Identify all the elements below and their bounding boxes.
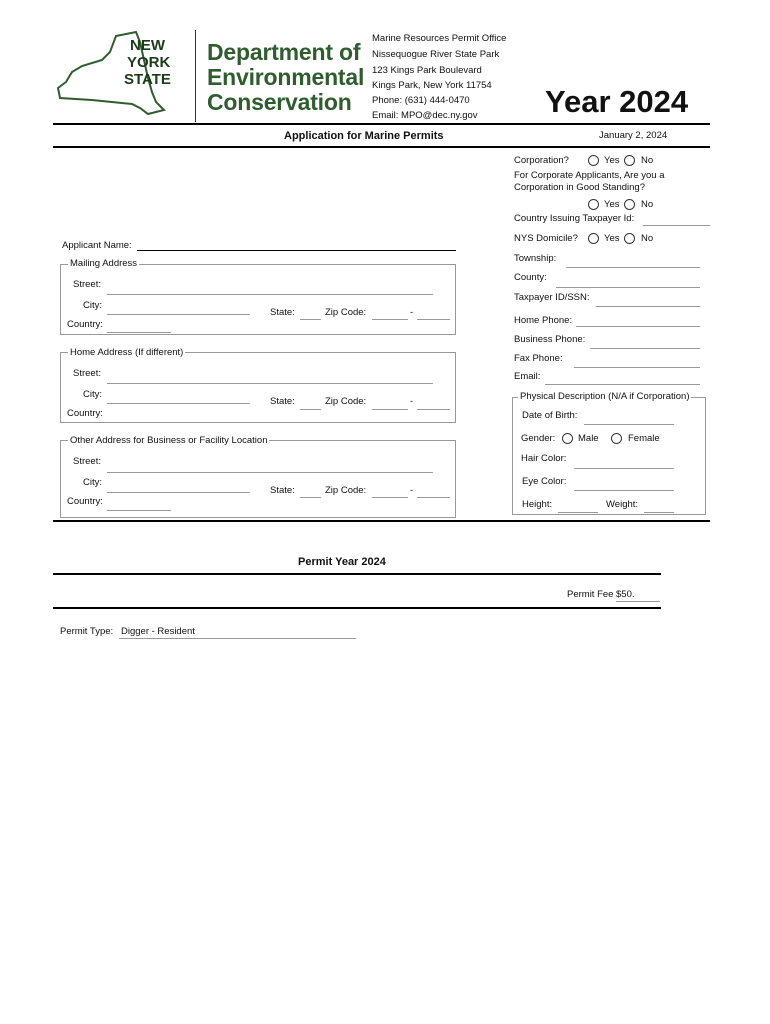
office-line: 123 Kings Park Boulevard (372, 65, 482, 76)
yes-label: Yes (604, 199, 620, 210)
state-label: State: (270, 485, 295, 496)
header-rule (53, 123, 710, 125)
home-zip-input[interactable] (372, 397, 408, 410)
office-email: Email: MPO@dec.ny.gov (372, 110, 478, 121)
other-zip4-input[interactable] (417, 485, 450, 498)
permit-type-label: Permit Type: (60, 626, 114, 637)
eye-color-label: Eye Color: (522, 476, 567, 487)
zip-dash: - (410, 396, 414, 407)
permit-rule-bottom (53, 607, 661, 609)
business-phone-input[interactable] (590, 336, 700, 349)
township-label: Township: (514, 253, 557, 264)
home-street-input[interactable] (107, 371, 433, 384)
taxpayer-ssn-label: Taxpayer ID/SSN: (514, 292, 590, 303)
county-input[interactable] (556, 275, 700, 288)
eye-color-input[interactable] (574, 478, 674, 491)
street-label: Street: (73, 368, 101, 379)
home-phone-label: Home Phone: (514, 315, 573, 326)
fax-phone-input[interactable] (574, 355, 700, 368)
taxpayer-ssn-input[interactable] (596, 294, 700, 307)
corporation-yes-radio[interactable] (588, 155, 599, 166)
year-title: Year 2024 (545, 84, 689, 119)
other-state-input[interactable] (300, 485, 321, 498)
permit-fee-underline (616, 601, 660, 602)
home-country-input[interactable] (107, 410, 171, 423)
email-label: Email: (514, 371, 541, 382)
other-zip-input[interactable] (372, 485, 408, 498)
ny-line-1: NEW (130, 37, 165, 54)
office-line: Nissequogue River State Park (372, 49, 500, 60)
good-standing-yes-radio[interactable] (588, 199, 599, 210)
zip-label: Zip Code: (325, 396, 367, 407)
other-address-legend: Other Address for Business or Facility Location (70, 435, 268, 446)
mailing-address-legend: Mailing Address (70, 258, 138, 269)
permit-fee-label: Permit Fee (567, 589, 614, 600)
applicant-name-input[interactable] (137, 238, 456, 251)
no-label: No (641, 199, 654, 210)
good-standing-label-2: Corporation in Good Standing? (514, 182, 645, 193)
street-label: Street: (73, 456, 101, 467)
county-label: County: (514, 272, 547, 283)
state-label: State: (270, 307, 295, 318)
other-street-input[interactable] (107, 460, 433, 473)
dob-input[interactable] (584, 412, 674, 425)
township-input[interactable] (566, 255, 700, 268)
home-zip4-input[interactable] (417, 397, 450, 410)
corporation-label: Corporation? (514, 155, 569, 166)
permit-type-underline (119, 638, 356, 639)
title-rule (53, 146, 710, 148)
gender-label: Gender: (521, 433, 556, 444)
dob-label: Date of Birth: (522, 410, 578, 421)
dept-line-2: Environmental (207, 64, 365, 90)
office-line: Marine Resources Permit Office (372, 33, 507, 44)
weight-label: Weight: (606, 499, 639, 510)
height-input[interactable] (558, 500, 598, 513)
mailing-street-input[interactable] (107, 282, 433, 295)
city-label: City: (83, 300, 102, 311)
gender-male-radio[interactable] (562, 433, 573, 444)
mailing-country-input[interactable] (107, 320, 171, 333)
home-address-legend: Home Address (If different) (70, 347, 184, 358)
office-line: Phone: (631) 444-0470 (372, 95, 470, 106)
taxpayer-country-input[interactable] (643, 213, 710, 226)
mailing-state-input[interactable] (300, 307, 321, 320)
male-label: Male (578, 433, 599, 444)
other-city-input[interactable] (107, 480, 250, 493)
dept-line-1: Department of (207, 39, 361, 65)
street-label: Street: (73, 279, 101, 290)
physical-description-legend: Physical Description (N/A if Corporation) (520, 391, 690, 402)
ny-line-3: STATE (124, 71, 171, 88)
nys-domicile-label: NYS Domicile? (514, 233, 578, 244)
home-phone-input[interactable] (576, 314, 700, 327)
mailing-zip4-input[interactable] (417, 307, 450, 320)
zip-label: Zip Code: (325, 307, 367, 318)
form-title: Application for Marine Permits (284, 130, 444, 142)
weight-input[interactable] (644, 500, 674, 513)
state-label: State: (270, 396, 295, 407)
other-country-input[interactable] (107, 498, 171, 511)
domicile-no-radio[interactable] (624, 233, 635, 244)
home-state-input[interactable] (300, 397, 321, 410)
mailing-zip-input[interactable] (372, 307, 408, 320)
fax-phone-label: Fax Phone: (514, 353, 563, 364)
good-standing-label-1: For Corporate Applicants, Are you a (514, 170, 665, 181)
permit-type-value: Digger - Resident (121, 626, 195, 637)
hair-color-input[interactable] (574, 456, 674, 469)
taxpayer-country-label: Country Issuing Taxpayer Id: (514, 213, 635, 224)
corporation-no-radio[interactable] (624, 155, 635, 166)
permit-year-label: Permit Year 2024 (298, 556, 386, 568)
zip-label: Zip Code: (325, 485, 367, 496)
no-label: No (641, 155, 654, 166)
yes-label: Yes (604, 155, 620, 166)
email-input[interactable] (545, 372, 700, 385)
home-city-input[interactable] (107, 391, 250, 404)
country-label: Country: (67, 496, 103, 507)
permit-rule-top (53, 573, 661, 575)
office-line: Kings Park, New York 11754 (372, 80, 492, 91)
city-label: City: (83, 389, 102, 400)
gender-female-radio[interactable] (611, 433, 622, 444)
country-label: Country: (67, 319, 103, 330)
yes-label: Yes (604, 233, 620, 244)
dept-line-3: Conservation (207, 89, 352, 115)
no-label: No (641, 233, 654, 244)
good-standing-no-radio[interactable] (624, 199, 635, 210)
logo-divider (195, 30, 196, 122)
mailing-city-input[interactable] (107, 302, 250, 315)
applicant-name-label: Applicant Name: (62, 240, 132, 251)
nys-map-icon (52, 30, 192, 116)
form-date: January 2, 2024 (599, 130, 668, 141)
city-label: City: (83, 477, 102, 488)
height-label: Height: (522, 499, 553, 510)
permit-fee-value: $50. (616, 589, 635, 600)
section-rule (53, 520, 710, 522)
hair-color-label: Hair Color: (521, 453, 567, 464)
domicile-yes-radio[interactable] (588, 233, 599, 244)
country-label: Country: (67, 408, 103, 419)
ny-line-2: YORK (127, 54, 171, 71)
female-label: Female (628, 433, 660, 444)
zip-dash: - (410, 307, 414, 318)
zip-dash: - (410, 485, 414, 496)
business-phone-label: Business Phone: (514, 334, 586, 345)
